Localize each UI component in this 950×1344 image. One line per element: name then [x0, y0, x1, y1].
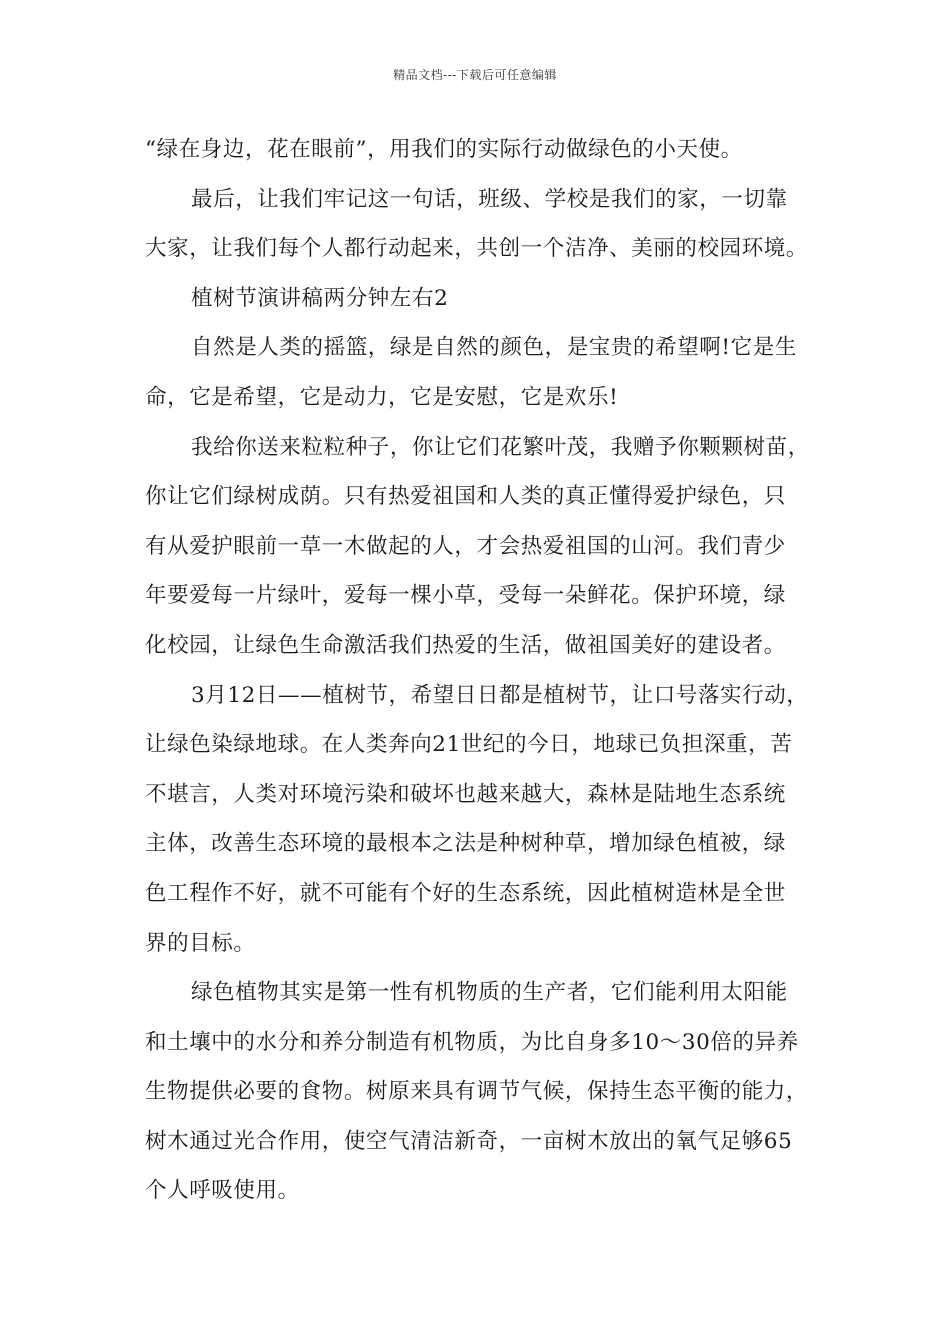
document-body	[145, 125, 810, 1216]
text-line: 化校园，让绿色生命激活我们热爱的生活，做祖国美好的建设者。	[145, 632, 786, 658]
text-line: 个人呼吸使用。	[145, 1178, 300, 1204]
text-line: 界的目标。	[145, 930, 256, 956]
text-line: 你让它们绿树成荫。只有热爱祖国和人类的真正懂得爱护绿色，只	[145, 484, 786, 510]
text-line: “绿在身边，花在眼前”，用我们的实际行动做绿色的小天使。	[145, 137, 743, 162]
text-line: 命，它是希望，它是动力，它是安慰，它是欢乐!	[145, 384, 619, 410]
text-line: 3月12日——植树节，希望日日都是植树节，让口号落实行动，	[191, 682, 809, 708]
text-line: 不堪言，人类对环境污染和破坏也越来越大，森林是陆地生态系统	[145, 781, 786, 807]
text-line: 大家，让我们每个人都行动起来，共创一个洁净、美丽的校园环境。	[145, 236, 809, 262]
text-line: 和土壤中的水分和养分制造有机物质，为比自身多10～30倍的异养	[145, 1029, 799, 1055]
text-line: 让绿色染绿地球。在人类奔向21世纪的今日，地球已负担深重，苦	[145, 732, 793, 758]
text-line: 我给你送来粒粒种子，你让它们花繁叶茂，我赠予你颗颗树苗，	[191, 434, 810, 460]
page-header: 精品文档---下载后可任意编辑	[393, 68, 557, 82]
text-line: 最后，让我们牢记这一句话，班级、学校是我们的家，一切靠	[191, 186, 788, 212]
text-line: 绿色植物其实是第一性有机物质的生产者，它们能利用太阳能	[191, 980, 788, 1006]
text-line: 有从爱护眼前一草一木做起的人，才会热爱祖国的山河。我们青少	[145, 533, 786, 559]
text-line: 树木通过光合作用，使空气清洁新奇，一亩树木放出的氧气足够65	[145, 1128, 793, 1154]
section-heading: 植树节演讲稿两分钟左右2	[191, 285, 449, 311]
text-line: 自然是人类的摇篮，绿是自然的颜色，是宝贵的希望啊!它是生	[191, 335, 797, 361]
text-line: 色工程作不好，就不可能有个好的生态系统，因此植树造林是全世	[145, 880, 786, 906]
text-line: 年要爱每一片绿叶，爱每一棵小草，受每一朵鲜花。保护环境，绿	[145, 583, 786, 609]
text-line: 生物提供必要的食物。树原来具有调节气候，保持生态平衡的能力，	[145, 1079, 809, 1105]
text-line: 主体，改善生态环境的最根本之法是种树种草，增加绿色植被，绿	[145, 831, 786, 857]
